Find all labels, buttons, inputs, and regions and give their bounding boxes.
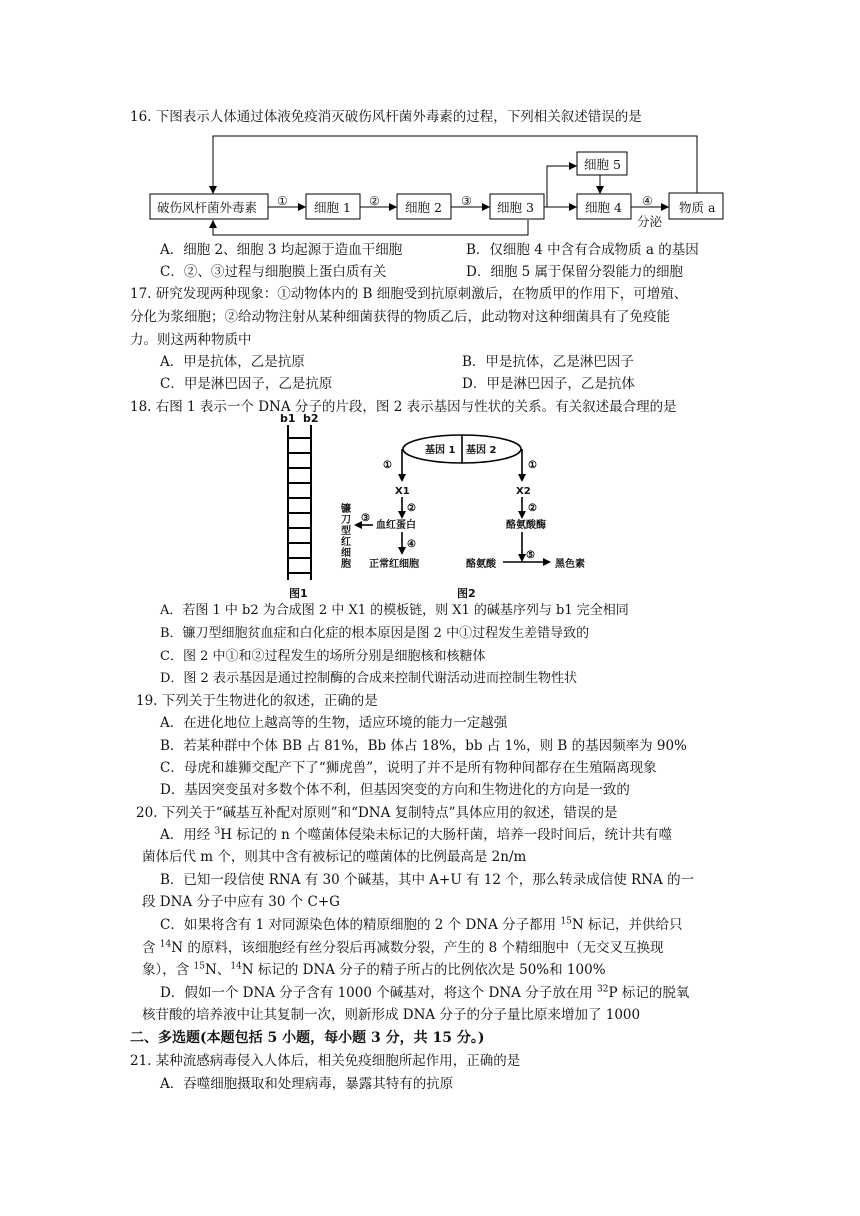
q20-option-d-line2: 核苷酸的培养液中让其复制一次，则新形成 DNA 分子的分子量比原来增加了 1000: [142, 1007, 641, 1023]
fig2-step5: ⑤: [526, 550, 535, 561]
hemoglobin-label: 血红蛋白: [376, 520, 416, 531]
q16-option-c: C．②、③过程与细胞膜上蛋白质有关: [160, 264, 387, 280]
fig2-step1-left: ①: [383, 460, 392, 471]
section-heading: 二、多选题(本题包括 5 小题，每小题 3 分，共 15 分。): [130, 1030, 485, 1046]
sickle-cell-label: 镰刀型红细胞: [341, 504, 351, 570]
q16-option-d: D．细胞 5 属于保留分裂能力的细胞: [466, 264, 683, 280]
q16-option-b: B．仅细胞 4 中含有合成物质 a 的基因: [466, 242, 699, 258]
q20-option-c-line3: 象），含 $^{15}$N、$^{14}$N 标记的 DNA 分子的精子所占的比例依次是 50%和 100%: [142, 961, 606, 978]
normal-rbc-label: 正常红细胞: [369, 559, 419, 570]
fig2-step2-left: ②: [407, 503, 416, 514]
q19-option-c: C．母虎和雄狮交配产下了“狮虎兽”，说明了并不是所有物种间都存在生殖隔离现象: [160, 760, 657, 776]
q20-option-c-line1: C．如果将含有 1 对同源染色体的精原细胞的 2 个 DNA 分子都用 $^{15}$N 标记，并供给只: [160, 916, 683, 933]
q17-option-a: A．甲是抗体，乙是抗原: [160, 354, 305, 370]
q18-option-b: B．镰刀型细胞贫血症和白化症的根本原因是图 2 中①过程发生差错导致的: [160, 626, 590, 641]
strand-b2-label: b2: [303, 412, 319, 425]
q21-stem: 21. 某种流感病毒侵入人体后，相关免疫细胞所起作用，正确的是: [130, 1053, 521, 1069]
q17-option-b: B．甲是抗体，乙是淋巴因子: [462, 354, 634, 370]
q20-option-a-line1: A．用经 $^3$H 标记的 n 个噬菌体侵染未标记的大肠杆菌，培养一段时间后，统计共有噬: [160, 826, 673, 843]
cell4-label: 细胞 4: [585, 200, 622, 215]
cell1-label: 细胞 1: [314, 200, 351, 215]
step1-label: ①: [277, 194, 288, 208]
fig2-step2-right: ②: [528, 503, 537, 514]
substance-a-label: 物质 a: [679, 200, 716, 215]
q20-option-c-line2: 含 $^{14}$N 的原料，该细胞经有丝分裂后再减数分裂，产生的 8 个精细胞中（无交叉互换现: [142, 939, 664, 956]
fig2-step1-right: ①: [528, 460, 537, 471]
q20-option-b-line1: B．已知一段信使 RNA 有 30 个碱基，其中 A+U 有 12 个，那么转录成信使 RNA 的一: [160, 872, 695, 888]
tyrosinase-label: 酪氨酸酶: [506, 520, 546, 531]
fig2-caption: 图2: [457, 587, 476, 600]
q20-option-d-line1: D．假如一个 DNA 分子含有 1000 个碱基对，将这个 DNA 分子放在用 $^{32}$P 标记的脱氧: [160, 984, 690, 1001]
q17-option-d: D．甲是淋巴因子，乙是抗体: [462, 376, 635, 392]
q17-stem-line2: 分化为浆细胞；②给动物注射从某种细菌获得的物质乙后，此动物对这种细菌具有了免疫能: [130, 309, 670, 325]
q18-option-d: D．图 2 表示基因是通过控制酶的合成来控制代谢活动进而控制生物性状: [160, 671, 577, 686]
q19-option-b: B．若某种群中个体 BB 占 81%，Bb 体占 18%，bb 占 1%，则 B 的基因频率为 90%: [160, 738, 687, 754]
secrete-label: 分泌: [637, 214, 663, 229]
q20-stem: 20. 下列关于“碱基互补配对原则”和“DNA 复制特点”具体应用的叙述，错误的是: [136, 805, 618, 821]
q18-stem: 18. 右图 1 表示一个 DNA 分子的片段，图 2 表示基因与性状的关系。有关叙述最合理的是: [130, 399, 677, 415]
x1-label: X1: [395, 486, 410, 497]
step2-label: ②: [369, 194, 380, 208]
tyrosine-label: 酪氨酸: [466, 559, 496, 570]
fig2-step4: ④: [407, 539, 416, 550]
q16-stem: 16. 下图表示人体通过体液免疫消灭破伤风杆菌外毒素的过程，下列相关叙述错误的是: [130, 109, 642, 125]
q17-stem-line3: 力。则这两种物质中: [130, 332, 252, 348]
cell5-label: 细胞 5: [584, 157, 621, 172]
q19-stem: 19. 下列关于生物进化的叙述，正确的是: [136, 693, 378, 709]
toxin-label: 破伤风杆菌外毒素: [157, 200, 258, 215]
q20-option-b-line2: 段 DNA 分子中应有 30 个 C+G: [142, 894, 340, 910]
q21-option-a: A．吞噬细胞摄取和处理病毒，暴露其特有的抗原: [160, 1076, 454, 1092]
step3-label: ③: [461, 194, 472, 208]
cell2-label: 细胞 2: [405, 200, 442, 215]
q19-option-a: A．在进化地位上越高等的生物，适应环境的能力一定越强: [160, 715, 508, 731]
cell3-label: 细胞 3: [497, 200, 534, 215]
q16-option-a: A．细胞 2、细胞 3 均起源于造血干细胞: [160, 242, 403, 258]
step4-label: ④: [642, 194, 653, 208]
q18-option-c: C．图 2 中①和②过程发生的场所分别是细胞核和核糖体: [160, 649, 486, 664]
q19-option-d: D．基因突变虽对多数个体不利，但基因突变的方向和生物进化的方向是一致的: [160, 782, 630, 798]
gene2-label: 基因 2: [466, 445, 497, 456]
q20-option-a-line2: 菌体后代 m 个，则其中含有被标记的噬菌体的比例最高是 2n/m: [142, 849, 527, 865]
q17-stem-line1: 17. 研究发现两种现象：①动物体内的 B 细胞受到抗原刺激后，在物质甲的作用下，可增殖、: [130, 286, 688, 302]
x2-label: X2: [516, 486, 531, 497]
q17-option-c: C．甲是淋巴因子，乙是抗原: [160, 376, 333, 392]
fig2-step3: ③: [361, 513, 370, 524]
strand-b1-label: b1: [280, 412, 296, 425]
q18-option-a: A．若图 1 中 b2 为合成图 2 中 X1 的模板链，则 X1 的碱基序列与 b1 完全相同: [160, 603, 629, 618]
gene1-label: 基因 1: [425, 445, 456, 456]
melanin-label: 黑色素: [555, 559, 585, 570]
fig1-caption: 图1: [289, 587, 308, 600]
